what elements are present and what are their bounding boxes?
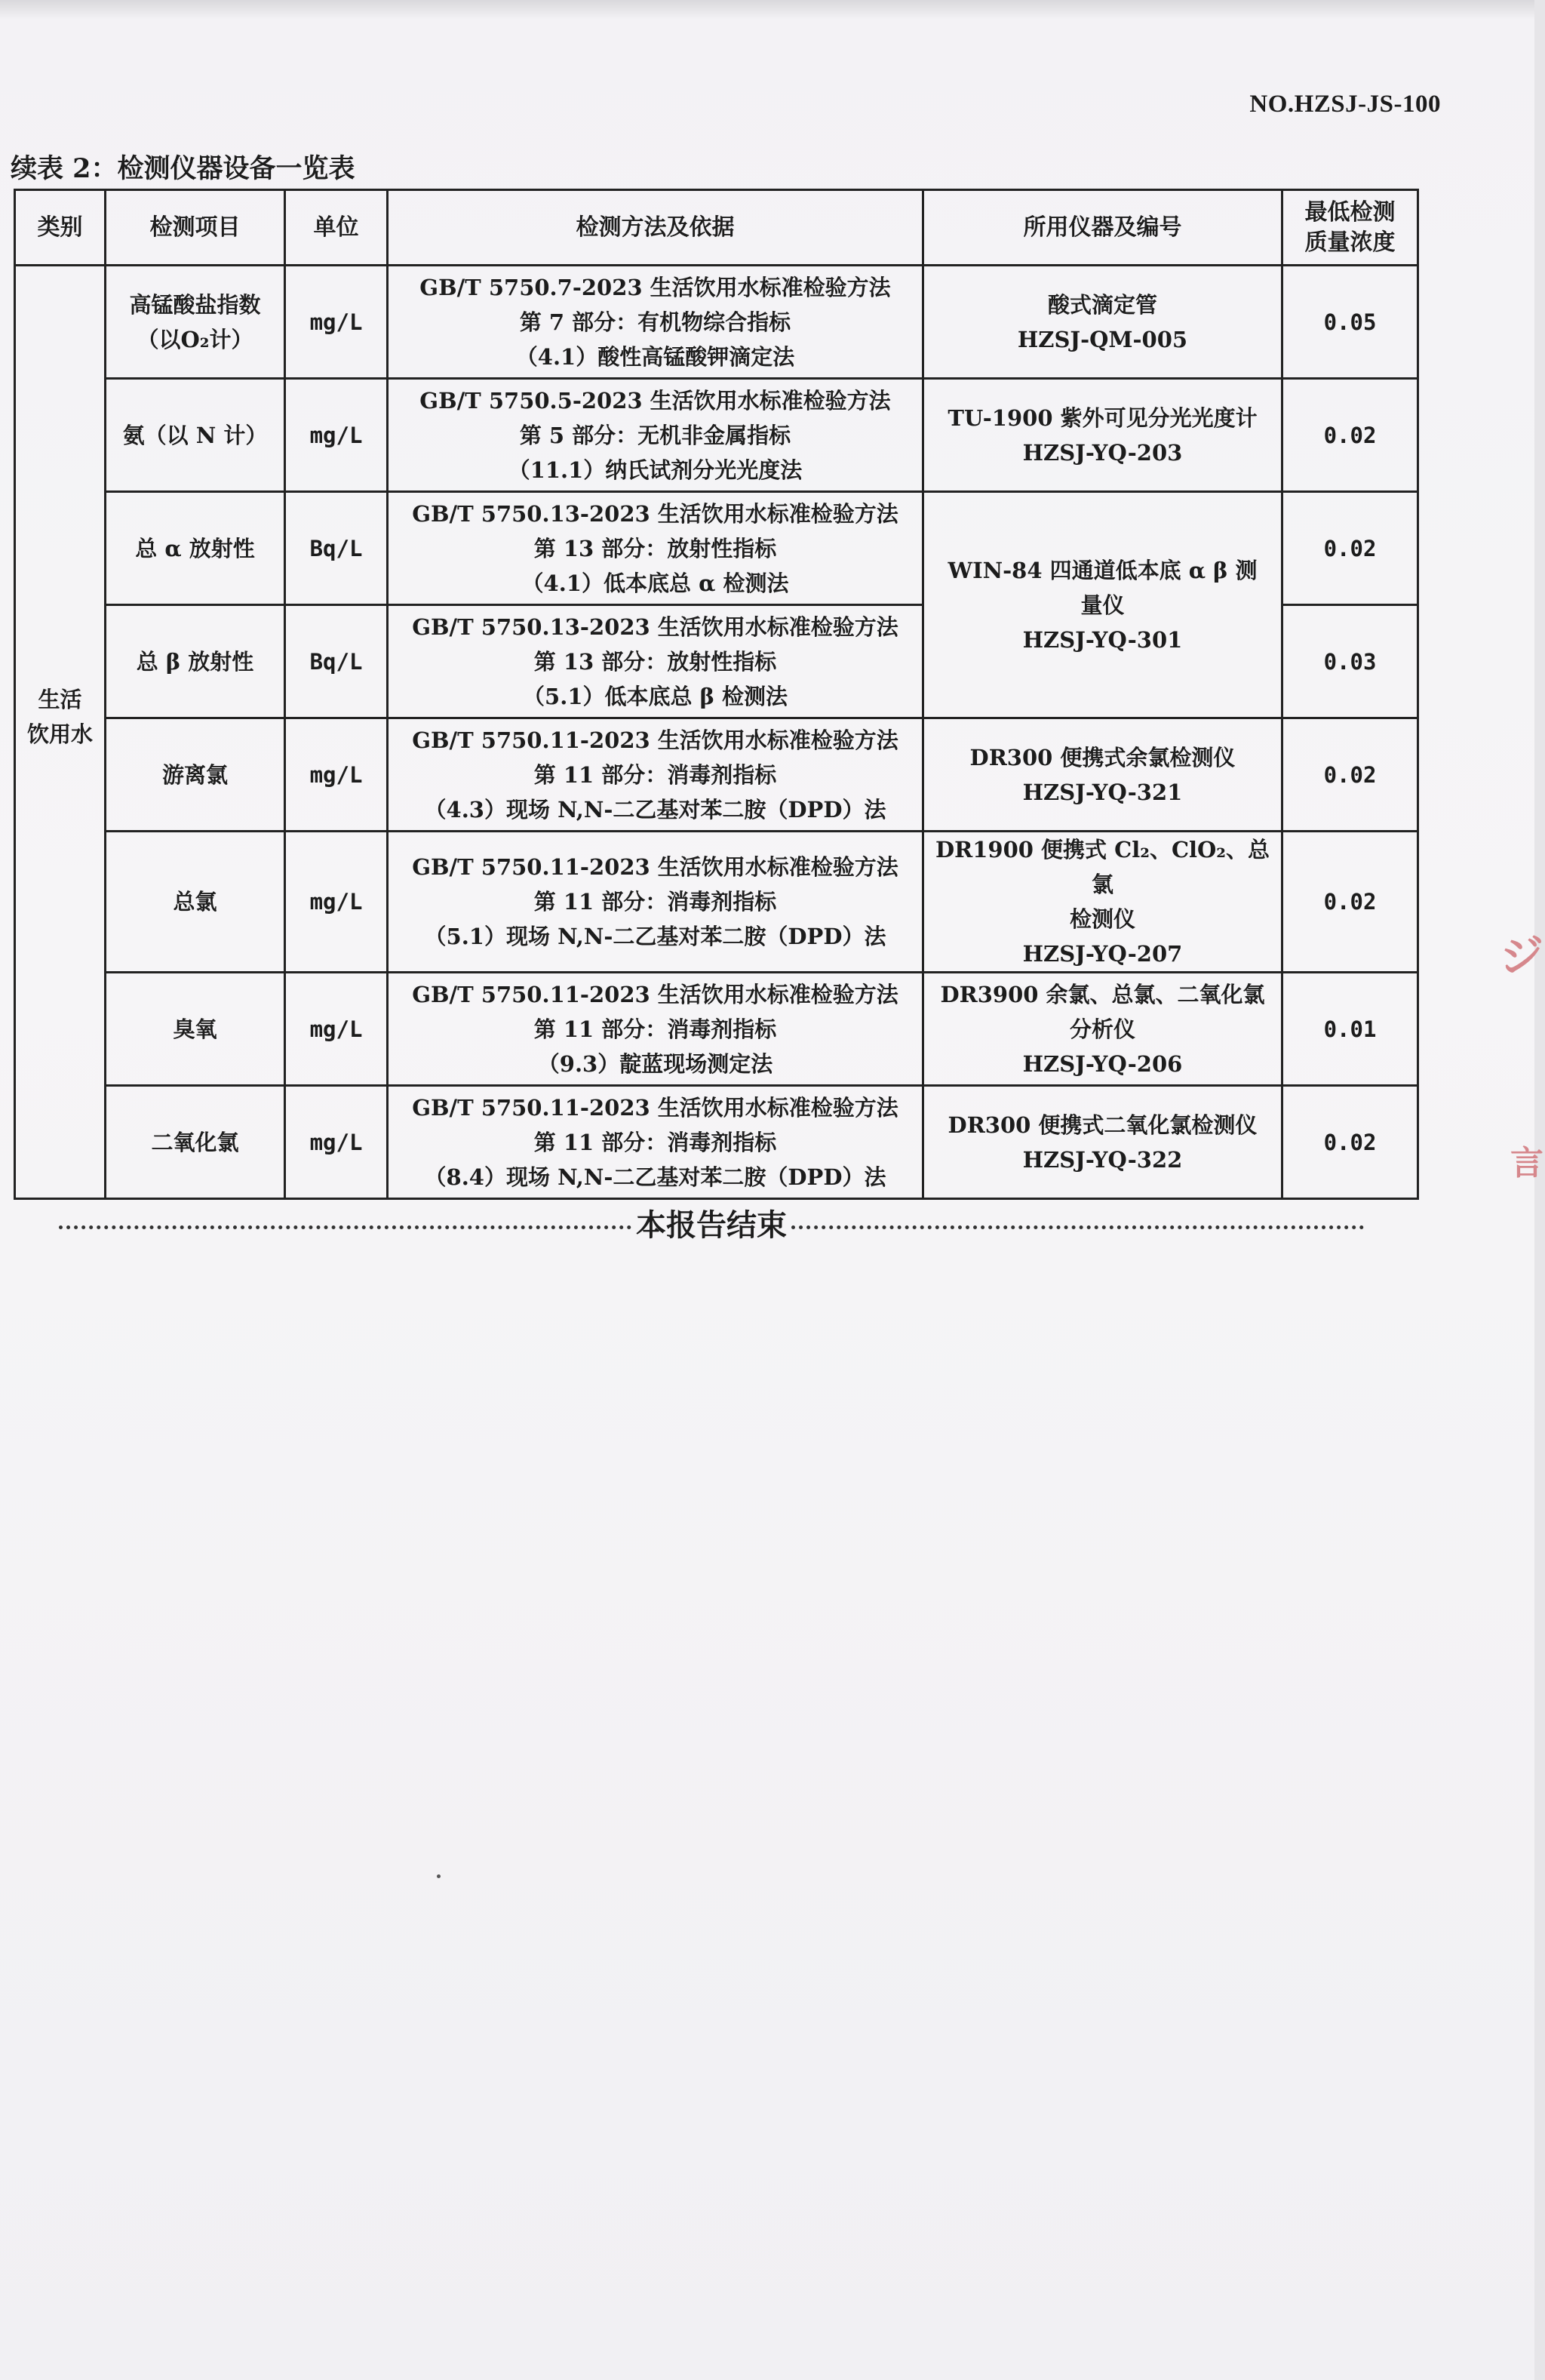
- instrument-line: 酸式滴定管: [1047, 291, 1157, 318]
- instrument-line: DR300 便携式余氯检测仪: [969, 744, 1236, 770]
- method-line: 第 11 部分：消毒剂指标: [533, 1016, 777, 1042]
- item-cell: [106, 1086, 285, 1199]
- method-cell: [388, 492, 923, 605]
- instrument-line: DR300 便携式二氧化氯检测仪: [948, 1112, 1258, 1138]
- method-line: （4.1）酸性高锰酸钾滴定法: [515, 343, 795, 370]
- method-line: （8.4）现场 N,N-二乙基对苯二胺（DPD）法: [424, 1164, 886, 1190]
- instrument-line: DR1900 便携式 Cl₂、ClO₂、总氯: [935, 837, 1270, 897]
- table-row: [15, 1086, 1418, 1199]
- method-line: 第 11 部分：消毒剂指标: [533, 761, 777, 788]
- item-cell: [106, 266, 285, 379]
- report-end-line: [59, 1206, 1364, 1243]
- instrument-cell: [923, 379, 1282, 492]
- header-limit-line: 质量浓度: [1304, 229, 1396, 256]
- instrument-table: [14, 189, 1419, 1200]
- table-caption: 续表 2：检测仪器设备一览表: [11, 153, 355, 184]
- category-line: 饮用水: [26, 721, 93, 747]
- instrument-cell: [923, 973, 1282, 1086]
- limit-cell: 0.01: [1282, 973, 1418, 1086]
- instrument-line: 量仪: [1080, 592, 1125, 618]
- table-row: [15, 718, 1418, 832]
- table-header-row: [15, 190, 1418, 266]
- item-cell: [106, 973, 285, 1086]
- table-row: [15, 832, 1418, 973]
- limit-cell: 0.02: [1282, 379, 1418, 492]
- method-cell: [388, 605, 923, 718]
- item-line: 总 β 放射性: [136, 648, 254, 675]
- unit-cell: Bq/L: [285, 605, 388, 718]
- limit-cell: 0.02: [1282, 492, 1418, 605]
- limit-cell: 0.05: [1282, 266, 1418, 379]
- unit-cell: mg/L: [285, 1086, 388, 1199]
- instrument-line: HZSJ-YQ-301: [1022, 626, 1183, 653]
- method-line: GB/T 5750.11-2023 生活饮用水标准检验方法: [412, 727, 898, 753]
- method-line: （9.3）靛蓝现场测定法: [537, 1050, 773, 1077]
- unit-cell: mg/L: [285, 379, 388, 492]
- limit-cell: 0.02: [1282, 718, 1418, 832]
- instrument-line: HZSJ-YQ-207: [1022, 941, 1183, 967]
- item-line: 二氧化氯: [151, 1129, 239, 1155]
- item-line: 总 α 放射性: [135, 535, 255, 561]
- report-end-text: 本报告结束: [636, 1207, 787, 1243]
- method-line: GB/T 5750.7-2023 生活饮用水标准检验方法: [419, 274, 891, 300]
- method-line: （11.1）纳氏试剂分光光度法: [508, 457, 803, 483]
- category-line: 生活: [38, 687, 82, 712]
- instrument-line: HZSJ-QM-005: [1017, 326, 1188, 352]
- dotted-leader-right: [791, 1225, 1364, 1229]
- seal-fragment-mark: ジ: [1499, 930, 1543, 982]
- table-row: [15, 266, 1418, 379]
- instrument-line: HZSJ-YQ-203: [1022, 439, 1183, 466]
- method-line: 第 5 部分：无机非金属指标: [519, 422, 791, 448]
- method-line: 第 11 部分：消毒剂指标: [533, 889, 777, 915]
- scan-shadow-top: [0, 0, 1545, 20]
- method-line: GB/T 5750.11-2023 生活饮用水标准检验方法: [412, 981, 898, 1007]
- instrument-line: WIN-84 四通道低本底 α β 测: [948, 557, 1258, 583]
- table-row: [15, 379, 1418, 492]
- seal-fragment-mark: 言: [1510, 1144, 1543, 1182]
- header-item: 检测项目: [106, 190, 285, 266]
- unit-cell: mg/L: [285, 832, 388, 973]
- header-instrument: 所用仪器及编号: [923, 190, 1282, 266]
- header-method: 检测方法及依据: [388, 190, 923, 266]
- item-line: 高锰酸盐指数: [129, 291, 261, 318]
- scan-speck: [437, 1874, 441, 1878]
- dotted-leader-left: [59, 1225, 631, 1229]
- item-line: 游离氯: [161, 761, 228, 788]
- instrument-cell: [923, 1086, 1282, 1199]
- method-line: GB/T 5750.13-2023 生活饮用水标准检验方法: [412, 613, 898, 640]
- unit-cell: mg/L: [285, 718, 388, 832]
- item-cell: [106, 718, 285, 832]
- method-cell: [388, 1086, 923, 1199]
- instrument-line: HZSJ-YQ-321: [1022, 779, 1183, 805]
- method-cell: [388, 832, 923, 973]
- method-line: 第 7 部分：有机物综合指标: [519, 309, 791, 335]
- method-line: （4.3）现场 N,N-二乙基对苯二胺（DPD）法: [424, 796, 886, 823]
- item-cell: [106, 492, 285, 605]
- instrument-cell: [923, 832, 1282, 973]
- method-cell: [388, 379, 923, 492]
- method-line: GB/T 5750.11-2023 生活饮用水标准检验方法: [412, 854, 898, 880]
- category-cell: [15, 266, 106, 1199]
- method-line: 第 13 部分：放射性指标: [533, 648, 777, 675]
- item-line: （以O₂计）: [137, 326, 253, 352]
- instrument-line: TU-1900 紫外可见分光光度计: [948, 404, 1258, 431]
- method-line: 第 13 部分：放射性指标: [533, 535, 777, 561]
- scan-shadow-right: [1534, 0, 1545, 2380]
- instrument-line: 检测仪: [1069, 906, 1135, 932]
- limit-cell: 0.02: [1282, 1086, 1418, 1199]
- method-line: GB/T 5750.13-2023 生活饮用水标准检验方法: [412, 500, 898, 527]
- instrument-cell: [923, 492, 1282, 718]
- table-row: [15, 492, 1418, 605]
- method-line: （4.1）低本底总 α 检测法: [521, 570, 789, 596]
- header-limit-line: 最低检测: [1304, 198, 1396, 226]
- item-cell: [106, 832, 285, 973]
- method-cell: [388, 973, 923, 1086]
- document-number: NO.HZSJ-JS-100: [1249, 91, 1441, 118]
- unit-cell: Bq/L: [285, 492, 388, 605]
- item-line: 氨（以 N 计）: [122, 422, 268, 448]
- unit-cell: mg/L: [285, 973, 388, 1086]
- limit-cell: 0.02: [1282, 832, 1418, 973]
- instrument-line: 分析仪: [1069, 1016, 1135, 1042]
- item-cell: [106, 379, 285, 492]
- method-line: （5.1）低本底总 β 检测法: [523, 683, 788, 709]
- table-row: [15, 973, 1418, 1086]
- header-category: 类别: [15, 190, 106, 266]
- item-cell: [106, 605, 285, 718]
- unit-cell: mg/L: [285, 266, 388, 379]
- method-line: 第 11 部分：消毒剂指标: [533, 1129, 777, 1155]
- instrument-cell: [923, 718, 1282, 832]
- header-limit: [1282, 190, 1418, 266]
- instrument-line: HZSJ-YQ-206: [1022, 1050, 1183, 1077]
- header-unit: 单位: [285, 190, 388, 266]
- instrument-line: HZSJ-YQ-322: [1022, 1146, 1183, 1173]
- method-line: GB/T 5750.5-2023 生活饮用水标准检验方法: [419, 387, 891, 414]
- method-line: GB/T 5750.11-2023 生活饮用水标准检验方法: [412, 1094, 898, 1121]
- method-cell: [388, 266, 923, 379]
- method-cell: [388, 718, 923, 832]
- limit-cell: 0.03: [1282, 605, 1418, 718]
- instrument-line: DR3900 余氯、总氯、二氧化氯: [940, 981, 1265, 1007]
- item-line: 总氯: [173, 889, 217, 915]
- instrument-cell: [923, 266, 1282, 379]
- method-line: （5.1）现场 N,N-二乙基对苯二胺（DPD）法: [424, 924, 886, 949]
- item-line: 臭氧: [173, 1016, 217, 1042]
